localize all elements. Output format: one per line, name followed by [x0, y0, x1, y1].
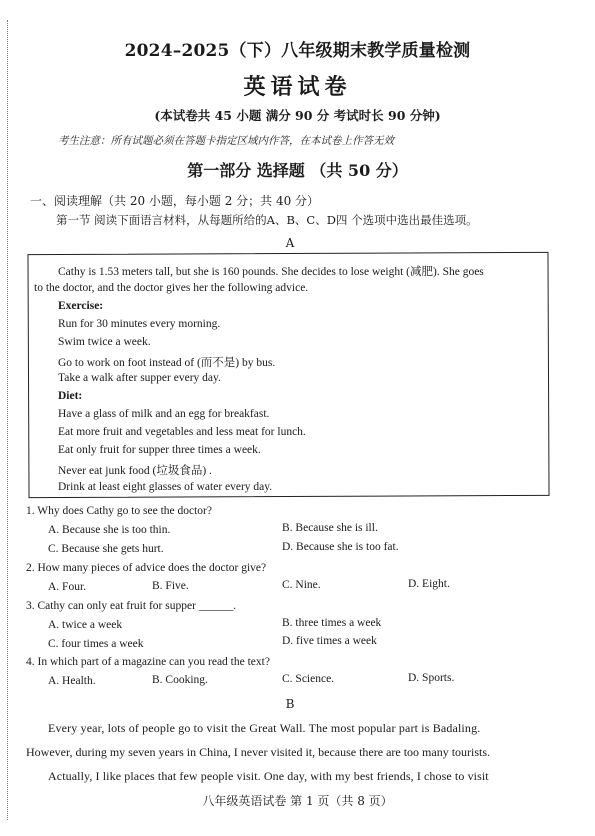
- answer-option: D. Because she is too fat.: [282, 541, 399, 553]
- exam-title: 2024–2025（下）八年级期末教学质量检测: [124, 41, 471, 61]
- exam-meta: (本试卷共 45 小题 满分 90 分 考试时长 90 分钟): [154, 108, 441, 123]
- answer-option: C. Science.: [282, 673, 335, 685]
- exercise-item: Go to work on foot instead of (而不是) by bus.: [58, 357, 276, 369]
- answer-option: B. Five.: [152, 580, 189, 592]
- answer-option: A. Because she is too thin.: [48, 524, 171, 536]
- answer-option: B. three times a week: [282, 617, 382, 629]
- page-footer: 八年级英语试卷 第 1 页（共 8 页）: [202, 794, 393, 808]
- section-heading: 一、阅读理解（共 20 小题，每小题 2 分；共 40 分）: [30, 194, 320, 208]
- question-stem: 2. How many pieces of advice does the doctor give?: [26, 562, 267, 574]
- passage-b-text: Every year, lots of people go to visit the Great Wall. The most popular part is Badaling.: [48, 721, 481, 735]
- diet-label: Diet:: [58, 390, 83, 402]
- question-stem: 1. Why does Cathy go to see the doctor?: [26, 505, 212, 517]
- part-heading: 第一部分 选择题 （共 50 分）: [187, 161, 408, 180]
- diet-item: Eat more fruit and vegetables and less meat for lunch.: [58, 426, 306, 438]
- diet-item: Drink at least eight glasses of water every day.: [58, 481, 273, 493]
- section-instruction: 第一节 阅读下面语言材料，从每题所给的A、B、C、D四 个选项中选出最佳选项。: [56, 213, 478, 227]
- exercise-item: Run for 30 minutes every morning.: [58, 318, 221, 330]
- passage-b-text: However, during my seven years in China, I never visited it, because there are too many tourists.: [26, 745, 491, 759]
- diet-item: Eat only fruit for supper three times a week.: [58, 444, 261, 456]
- exam-notice: 考生注意：所有试题必须在答题卡指定区域内作答，在本试卷上作答无效: [58, 135, 394, 147]
- answer-option: C. four times a week: [48, 638, 144, 650]
- passage-b-letter: B: [285, 697, 295, 711]
- passage-a-intro-line1: Cathy is 1.53 meters tall, but she is 160 pounds. She decides to lose weight (减肥). She goes: [58, 266, 484, 278]
- answer-option: A. Four.: [48, 581, 87, 593]
- answer-option: C. Because she gets hurt.: [48, 543, 164, 555]
- answer-option: A. Health.: [48, 675, 96, 687]
- answer-option: B. Because she is ill.: [282, 522, 378, 534]
- answer-option: A. twice a week: [48, 619, 123, 631]
- passage-a-intro-line2: to the doctor, and the doctor gives her the following advice.: [34, 282, 309, 294]
- passage-b-text: Actually, I like places that few people visit. One day, with my best friends, I chose to visit: [48, 769, 489, 783]
- diet-item: Have a glass of milk and an egg for breakfast.: [58, 408, 270, 420]
- answer-option: B. Cooking.: [152, 674, 208, 686]
- passage-a-letter: A: [285, 236, 295, 250]
- exercise-item: Swim twice a week.: [58, 336, 151, 348]
- diet-item: Never eat junk food (垃圾食品) .: [58, 465, 212, 477]
- subject-title: 英语试卷: [243, 74, 352, 100]
- answer-option: D. five times a week: [282, 635, 377, 647]
- answer-option: C. Nine.: [282, 579, 321, 591]
- answer-option: D. Sports.: [408, 672, 455, 684]
- question-stem: 3. Cathy can only eat fruit for supper ______.: [26, 600, 237, 612]
- exercise-item: Take a walk after supper every day.: [58, 372, 221, 384]
- question-stem: 4. In which part of a magazine can you read the text?: [26, 656, 270, 668]
- answer-option: D. Eight.: [408, 578, 450, 590]
- exercise-label: Exercise:: [58, 300, 104, 312]
